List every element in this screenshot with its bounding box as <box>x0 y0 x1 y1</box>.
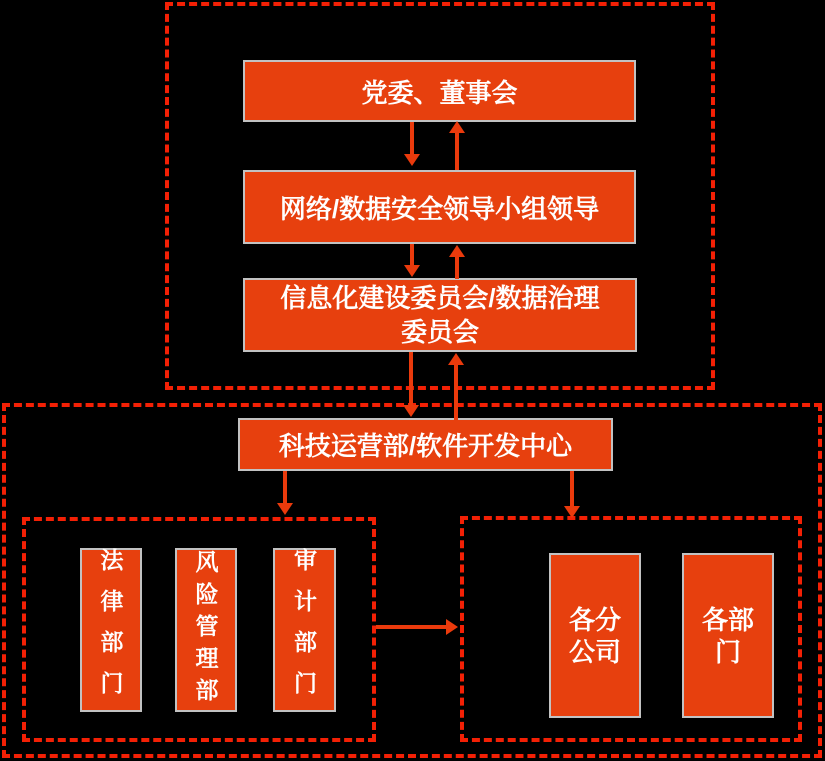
arrow-techops-to-supervision-group-icon <box>283 471 287 503</box>
node-security-leading-group <box>243 170 636 244</box>
node-info-committee-label-line1: 信息化建设委员会/数据治理 <box>280 283 600 313</box>
arrow-techops-to-business-units-icon <box>570 471 574 506</box>
node-branch-companies-label-line1: 各分 <box>568 604 621 635</box>
node-departments <box>682 553 774 718</box>
node-legal-dept-label: 法律部门 <box>97 548 124 712</box>
node-party-committee-board <box>243 60 636 122</box>
node-risk-management-dept <box>175 548 237 712</box>
node-branch-companies <box>549 553 641 718</box>
node-tech-operations <box>238 418 613 471</box>
node-branch-companies-label-line2: 公司 <box>568 636 621 667</box>
arrow-committee-to-leading-group-icon <box>455 257 459 279</box>
arrow-leading-group-to-committee-icon <box>410 244 414 265</box>
node-risk-management-dept-label: 风险管理部 <box>192 550 219 710</box>
arrow-party-to-leading-group-icon <box>410 122 414 154</box>
arrow-leading-group-to-party-icon <box>455 133 459 170</box>
node-party-committee-board-label: 党委、董事会 <box>361 77 518 108</box>
node-legal-dept <box>80 548 142 712</box>
arrow-supervision-to-business-units-icon <box>376 625 446 629</box>
arrow-committee-to-techops-icon <box>409 352 413 405</box>
node-security-leading-group-label: 网络/数据安全领导小组领导 <box>279 193 600 224</box>
node-info-committee <box>243 278 637 352</box>
node-tech-operations-label: 科技运营部/软件开发中心 <box>278 431 573 461</box>
node-info-committee-label-line2: 委员会 <box>400 317 479 347</box>
node-departments-label-line2: 门 <box>714 636 741 667</box>
arrow-techops-to-committee-icon <box>454 365 458 420</box>
node-departments-label-line1: 各部 <box>701 604 754 635</box>
node-audit-dept <box>273 548 336 712</box>
node-audit-dept-label: 审计部门 <box>291 548 317 712</box>
